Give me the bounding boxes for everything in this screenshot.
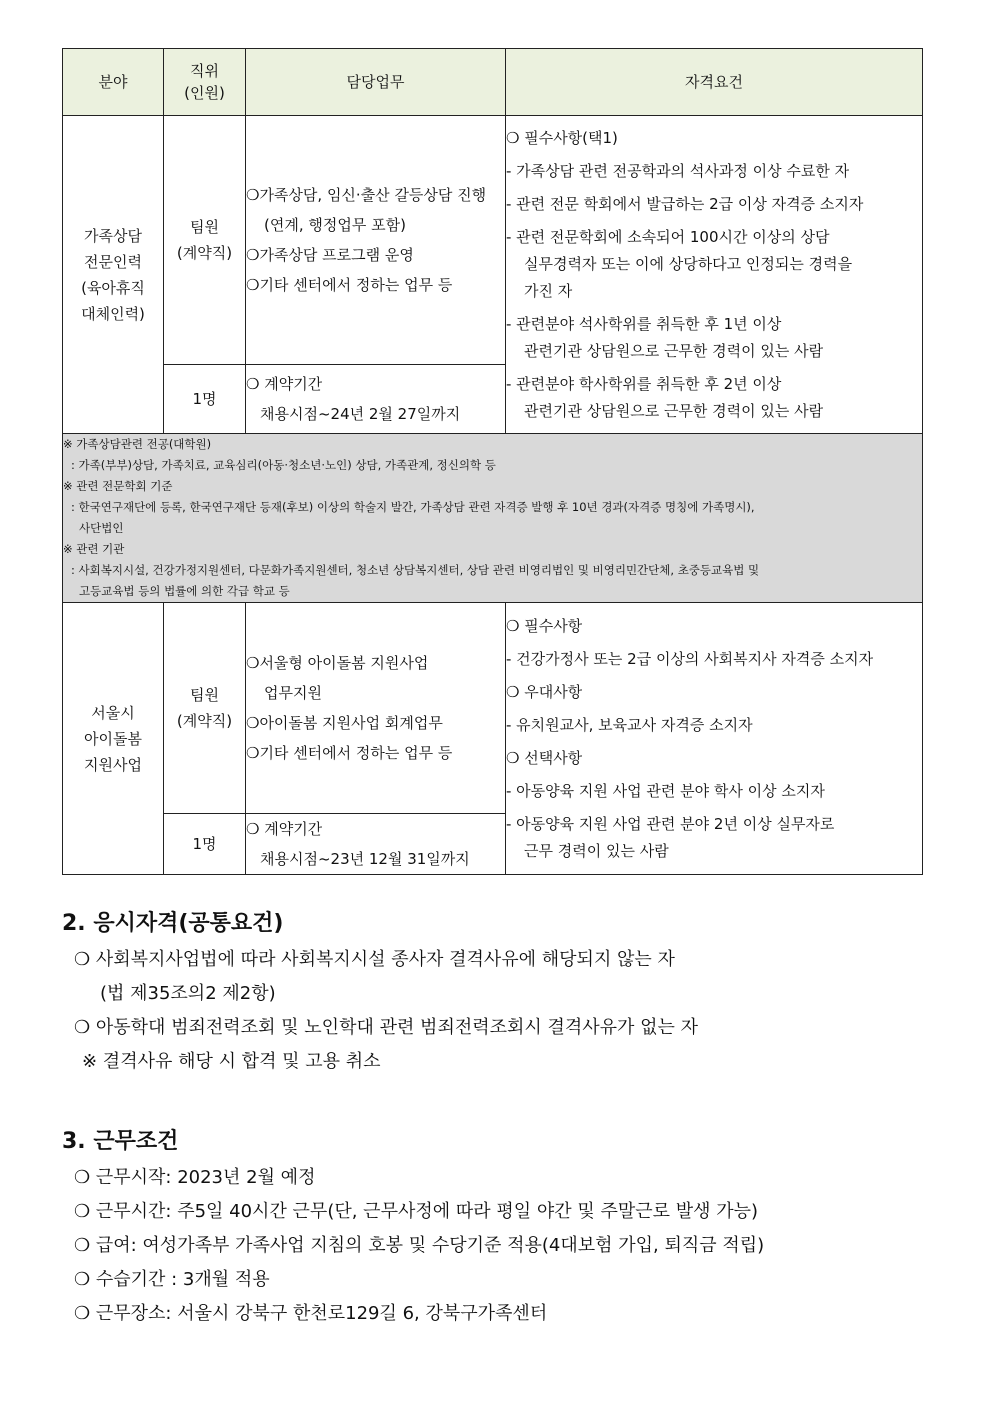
req-item: - 건강가정사 또는 2급 이상의 사회복지사 자격증 소지자 — [506, 649, 874, 668]
duty-item: ❍아이돌봄 지원사업 회계업무 — [246, 714, 443, 732]
row2-field — [63, 603, 164, 875]
row1-field-line: 전문인력 — [84, 252, 142, 271]
duty-item: ❍기타 센터에서 정하는 업무 등 — [246, 744, 453, 762]
row1-field-line: 대체인력) — [81, 304, 145, 323]
duty-item: 업무지원 — [264, 684, 322, 702]
row2-contract — [246, 814, 506, 875]
duty-item: ❍기타 센터에서 정하는 업무 등 — [246, 276, 453, 294]
note-line: ※ 관련 기관 — [63, 542, 125, 556]
note-line: ※ 가족상담관련 전공(대학원) — [63, 437, 212, 451]
note-line: 사단법인 — [79, 521, 124, 535]
row1-field-line: 가족상담 — [84, 226, 142, 245]
req-item: ❍ 선택사항 — [506, 748, 583, 767]
section-eligibility — [62, 906, 942, 1079]
req-item: - 아동양육 지원 사업 관련 분야 학사 이상 소지자 — [506, 781, 825, 800]
req-item: ❍ 우대사항 — [506, 682, 583, 701]
notes-row — [63, 434, 923, 603]
row2-field-line: 서울시 — [91, 703, 135, 722]
row2-position — [164, 603, 246, 814]
recruitment-table — [62, 48, 923, 875]
row1-position-line: (계약직) — [176, 244, 233, 262]
req-item: ❍ 필수사항 — [506, 616, 583, 635]
table-row — [63, 116, 923, 365]
req-item: - 유치원교사, 보육교사 자격증 소지자 — [506, 715, 753, 734]
section-item: ❍ 급여: 여성가족부 가족사업 지침의 호봉 및 수당기준 적용(4대보험 가입, 퇴직금 적립) — [74, 1235, 765, 1256]
duty-item: ❍가족상담 프로그램 운영 — [246, 246, 414, 264]
row1-duties — [246, 116, 506, 365]
req-item: 실무경력자 또는 이에 상당하다고 인정되는 경력을 — [524, 254, 853, 273]
req-item: 관련기관 상담원으로 근무한 경력이 있는 사람 — [524, 401, 824, 420]
duty-item: (연계, 행정업무 포함) — [264, 216, 406, 234]
req-item: - 가족상담 관련 전공학과의 석사과정 이상 수료한 자 — [506, 161, 850, 180]
row2-duties — [246, 603, 506, 814]
row2-field-line: 지원사업 — [84, 755, 142, 774]
header-position-line1: 직위 — [190, 62, 219, 80]
header-field: 분야 — [63, 49, 164, 116]
req-item: ❍ 필수사항(택1) — [506, 128, 618, 147]
contract-period: 채용시점~24년 2월 27일까지 — [260, 405, 461, 423]
header-position — [164, 49, 246, 116]
section-note: ※ 결격사유 해당 시 합격 및 고용 취소 — [82, 1051, 381, 1072]
notes-cell — [63, 434, 923, 603]
header-requirements: 자격요건 — [506, 49, 923, 116]
table-row — [63, 603, 923, 814]
row2-count: 1명 — [164, 814, 246, 875]
row1-count: 1명 — [164, 365, 246, 434]
note-line: : 가족(부부)상담, 가족치료, 교육심리(아동·청소년·노인) 상담, 가족관계, 정신의학 등 — [71, 458, 496, 472]
row2-position-line: 팀원 — [190, 686, 219, 704]
row1-position-line: 팀원 — [190, 218, 219, 236]
row2-requirements — [506, 603, 923, 875]
row1-field-line: (육아휴직 — [81, 278, 145, 297]
req-item: 가진 자 — [524, 281, 573, 300]
duty-item: ❍서울형 아이돌봄 지원사업 — [246, 654, 429, 672]
req-item: - 아동양육 지원 사업 관련 분야 2년 이상 실무자로 — [506, 814, 835, 833]
req-item: 관련기관 상담원으로 근무한 경력이 있는 사람 — [524, 341, 824, 360]
section-item: (법 제35조의2 제2항) — [100, 983, 276, 1004]
section-item: ❍ 근무시간: 주5일 40시간 근무(단, 근무사정에 따라 평일 야간 및 주말근로 발생 가능) — [74, 1201, 759, 1222]
section-item: ❍ 근무시작: 2023년 2월 예정 — [74, 1167, 316, 1188]
contract-period: 채용시점~23년 12월 31일까지 — [260, 850, 470, 868]
req-item: - 관련분야 석사학위를 취득한 후 1년 이상 — [506, 314, 782, 333]
req-item: 근무 경력이 있는 사람 — [524, 841, 669, 860]
note-line: 고등교육법 등의 법률에 의한 각급 학교 등 — [79, 584, 290, 598]
row2-position-line: (계약직) — [176, 712, 233, 730]
row2-field-line: 아이돌봄 — [84, 729, 142, 748]
note-line: ※ 관련 전문학회 기준 — [63, 479, 173, 493]
row1-requirements — [506, 116, 923, 434]
row1-contract — [246, 365, 506, 434]
row1-field — [63, 116, 164, 434]
note-line: : 한국연구재단에 등록, 한국연구재단 등재(후보) 이상의 학술지 발간, 가족상담 관련 자격증 발행 후 10년 경과(자격증 명칭에 가족명시), — [71, 500, 755, 514]
table-header-row — [63, 49, 923, 116]
req-item: - 관련 전문 학회에서 발급하는 2급 이상 자격증 소지자 — [506, 194, 864, 213]
section-title: 2. 응시자격(공통요건) — [62, 911, 284, 936]
section-item: ❍ 근무장소: 서울시 강북구 한천로129길 6, 강북구가족센터 — [74, 1303, 548, 1324]
contract-title: ❍ 계약기간 — [246, 820, 323, 838]
section-item: ❍ 수습기간 : 3개월 적용 — [74, 1269, 270, 1290]
section-item: ❍ 사회복지사업법에 따라 사회복지시설 종사자 결격사유에 해당되지 않는 자 — [74, 949, 675, 970]
req-item: - 관련 전문학회에 소속되어 100시간 이상의 상담 — [506, 227, 830, 246]
duty-item: ❍가족상담, 임신·출산 갈등상담 진행 — [246, 186, 487, 204]
req-item: - 관련분야 학사학위를 취득한 후 2년 이상 — [506, 374, 782, 393]
section-title: 3. 근무조건 — [62, 1129, 179, 1154]
contract-title: ❍ 계약기간 — [246, 375, 323, 393]
header-duty: 담당업무 — [246, 49, 506, 116]
header-position-line2: (인원) — [184, 84, 225, 102]
note-line: : 사회복지시설, 건강가정지원센터, 다문화가족지원센터, 청소년 상담복지센터, 상담 관련 비영리법인 및 비영리민간단체, 초중등교육법 및 — [71, 563, 760, 577]
row1-position — [164, 116, 246, 365]
section-work-conditions — [62, 1124, 942, 1331]
section-item: ❍ 아동학대 범죄전력조회 및 노인학대 관련 범죄전력조회시 결격사유가 없는 자 — [74, 1017, 699, 1038]
